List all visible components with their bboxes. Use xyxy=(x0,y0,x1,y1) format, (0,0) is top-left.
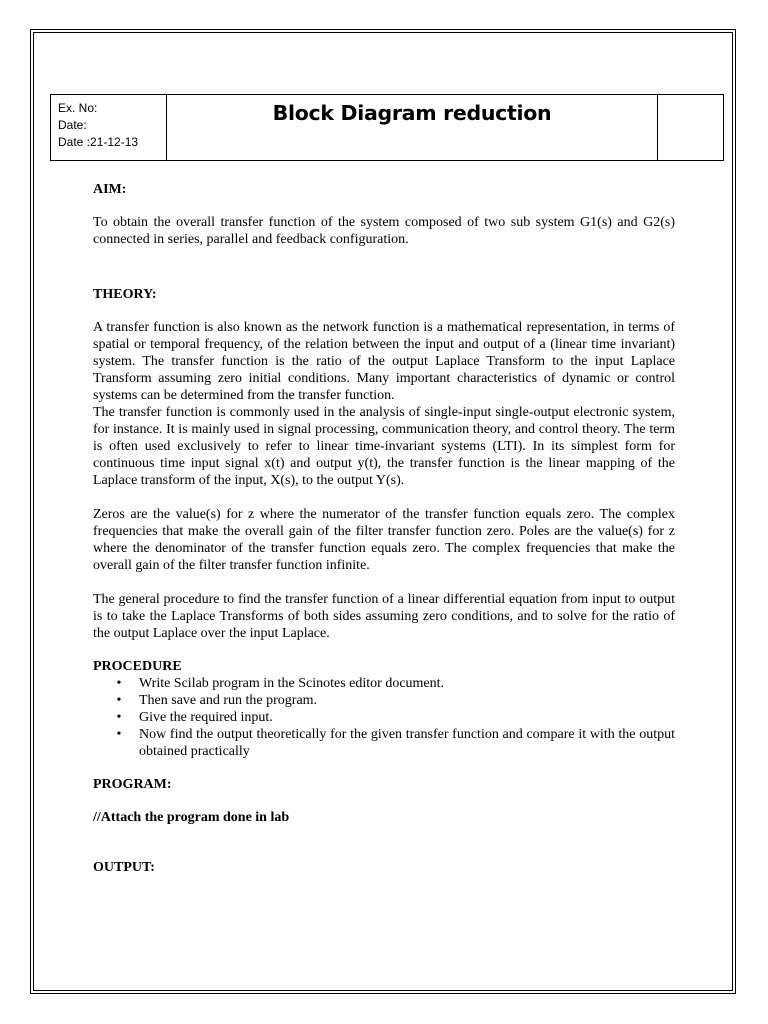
procedure-list xyxy=(93,675,675,760)
header-table xyxy=(50,94,724,161)
date-label: Date: xyxy=(58,118,87,132)
document-body xyxy=(93,181,675,876)
bullet-icon: • xyxy=(116,693,122,708)
program-heading: PROGRAM: xyxy=(93,777,172,792)
bullet-icon: • xyxy=(116,710,122,725)
theory-paragraph-4: The general procedure to find the transfer function of a linear differential equation from input to output is to take the Laplace Transforms of both sides assuming zero conditions, and to solve for the ratio of the output Laplace over the input Laplace. xyxy=(93,592,675,641)
ex-no-label: Ex. No: xyxy=(58,101,98,115)
list-item: • Give the required input. xyxy=(93,709,675,726)
theory-paragraph-1: A transfer function is also known as the network function is a mathematical representation, in terms of spatial or temporal frequency, of the relation between the input and output of a (linear time invariant) system. The transfer function is the ratio of the output Laplace Transform to the input Laplace Transform assuming zero initial conditions. Many important characteristics of dynamic or control systems can be determined from the transfer function. xyxy=(93,320,675,403)
theory-paragraph-2: The transfer function is commonly used in the analysis of single-input single-output electronic system, for instance. It is mainly used in signal processing, communication theory, and control theory. The term is often used exclusively to refer to linear time-invariant systems (LTI). In its simplest form for continuous time input signal x(t) and output y(t), the transfer function is the linear mapping of the Laplace transform of the input, X(s), to the output Y(s). xyxy=(93,405,675,488)
header-info-cell xyxy=(51,95,167,160)
aim-text: To obtain the overall transfer function of the system composed of two sub system G1(s) and G2(s) connected in series, parallel and feedback configuration. xyxy=(93,215,675,247)
bullet-icon: • xyxy=(116,727,122,742)
header-empty-cell xyxy=(658,95,723,160)
program-note: //Attach the program done in lab xyxy=(93,810,290,825)
page-title: Block Diagram reduction xyxy=(167,95,658,160)
date-value: Date :21-12-13 xyxy=(58,135,139,149)
aim-heading: AIM: xyxy=(93,182,127,197)
output-heading: OUTPUT: xyxy=(93,860,155,875)
list-item: • Then save and run the program. xyxy=(93,692,675,709)
list-item: • Now find the output theoretically for the given transfer function and compare it with the output obtained practically xyxy=(93,726,675,760)
theory-heading: THEORY: xyxy=(93,287,157,302)
bullet-icon: • xyxy=(116,676,122,691)
theory-paragraph-3: Zeros are the value(s) for z where the numerator of the transfer function equals zero. The complex frequencies that make the overall gain of the filter transfer function zero. Poles are the value(s) for z where the denominator of the transfer function equals zero. The complex frequencies that make the overall gain of the filter transfer function infinite. xyxy=(93,507,675,573)
list-item: • Write Scilab program in the Scinotes editor document. xyxy=(93,675,675,692)
procedure-heading: PROCEDURE xyxy=(93,659,182,674)
